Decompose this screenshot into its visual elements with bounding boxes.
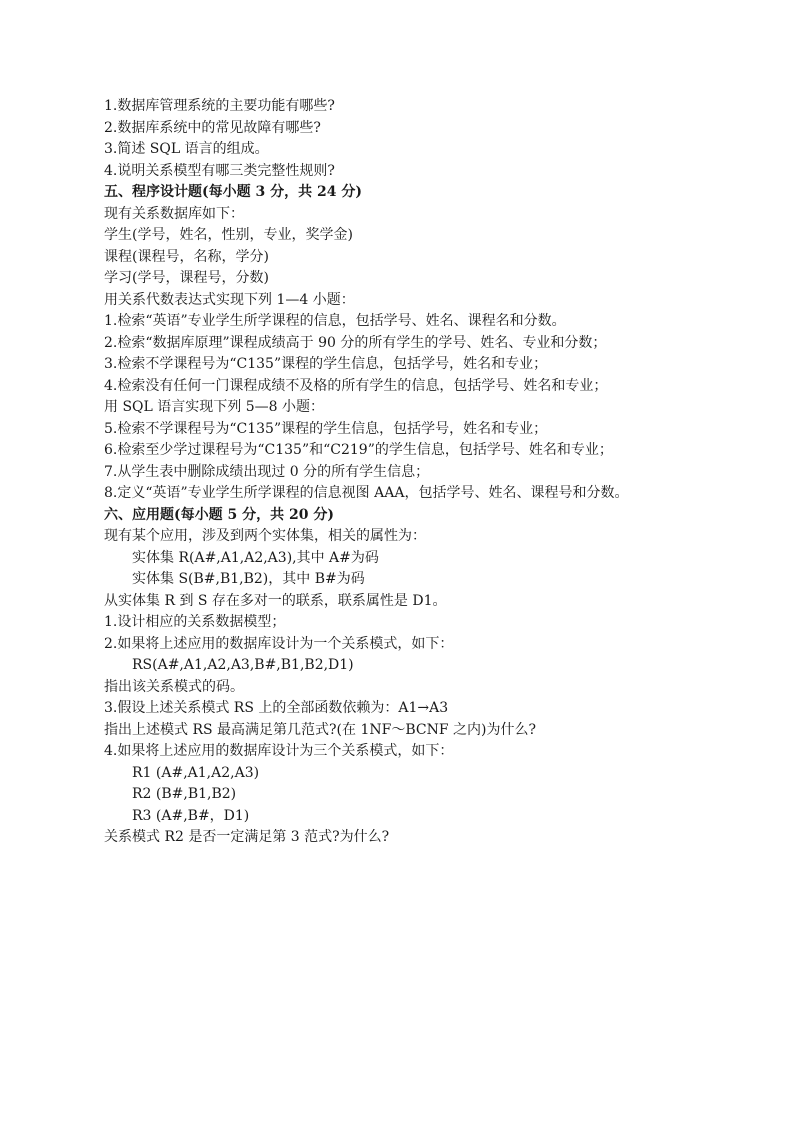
paragraph-text: 用关系代数表达式实现下列 1—4 小题：	[104, 291, 355, 308]
entity-text: 实体集 S(B#,B1,B2)，其中 B#为码	[132, 571, 365, 587]
paragraph-text: 指出该关系模式的码。	[104, 678, 244, 695]
schema-text: R1 (A#,A1,A2,A3)	[132, 764, 260, 781]
question-text: 1.检索“英语”专业学生所学课程的信息，包括学号、姓名、课程名和分数。	[104, 313, 566, 329]
paragraph-text: 用 SQL 语言实现下列 5—8 小题：	[104, 399, 324, 415]
question-text: 3.简述 SQL 语言的组成。	[104, 141, 269, 157]
section-heading: 五、程序设计题(每小题 3 分，共 24 分)	[104, 184, 362, 200]
question-text: 4.检索没有任何一门课程成绩不及格的所有学生的信息，包括学号、姓名和专业；	[104, 377, 608, 394]
paragraph-text: 指出上述模式 RS 最高满足第几范式?(在 1NF～BCNF 之内)为什么?	[104, 721, 536, 738]
paragraph-text: 关系模式 R2 是否一定满足第 3 范式?为什么?	[104, 829, 390, 845]
entity-text: 实体集 R(A#,A1,A2,A3),其中 A#为码	[132, 549, 379, 566]
question-text: 4.如果将上述应用的数据库设计为三个关系模式，如下：	[104, 743, 454, 759]
question-text: 1.数据库管理系统的主要功能有哪些?	[104, 98, 335, 114]
question-text: 7.从学生表中删除成绩出现过 0 分的所有学生信息；	[104, 463, 430, 480]
paragraph-text: 现有某个应用，涉及到两个实体集，相关的属性为：	[104, 528, 426, 544]
schema-text: R3 (A#,B#，D1)	[132, 807, 250, 824]
schema-text: 课程(课程号，名称，学分)	[104, 248, 269, 265]
question-text: 2.检索“数据库原理”课程成绩高于 90 分的所有学生的学号、姓名、专业和分数；	[104, 334, 607, 351]
paragraph-text: 从实体集 R 到 S 存在多对一的联系，联系属性是 D1。	[104, 592, 447, 609]
schema-text: 学生(学号，姓名，性别，专业，奖学金)	[104, 227, 353, 243]
paragraph-text: 现有关系数据库如下：	[104, 205, 244, 222]
section-heading: 六、应用题(每小题 5 分，共 20 分)	[104, 506, 334, 523]
schema-text: RS(A#,A1,A2,A3,B#,B1,B2,D1)	[132, 657, 354, 673]
question-text: 4.说明关系模型有哪三类完整性规则?	[104, 162, 335, 179]
schema-text: R2 (B#,B1,B2)	[132, 786, 237, 802]
schema-text: 学习(学号，课程号，分数)	[104, 270, 269, 286]
question-text: 3.假设上述关系模式 RS 上的全部函数依赖为：A1→A3	[104, 700, 449, 716]
question-text: 2.数据库系统中的常见故障有哪些?	[104, 119, 321, 136]
question-text: 2.如果将上述应用的数据库设计为一个关系模式，如下：	[104, 635, 454, 652]
document-page	[104, 96, 724, 849]
question-text: 5.检索不学课程号为“C135”课程的学生信息，包括学号，姓名和专业；	[104, 420, 548, 437]
question-text: 6.检索至少学过课程号为“C135”和“C219”的学生信息，包括学号、姓名和专业；	[104, 442, 613, 458]
question-text: 1.设计相应的关系数据模型；	[104, 614, 286, 630]
question-text: 3.检索不学课程号为“C135”课程的学生信息，包括学号，姓名和专业；	[104, 356, 548, 372]
question-text: 8.定义“英语”专业学生所学课程的信息视图 AAA，包括学号、姓名、课程号和分数。	[104, 485, 629, 501]
